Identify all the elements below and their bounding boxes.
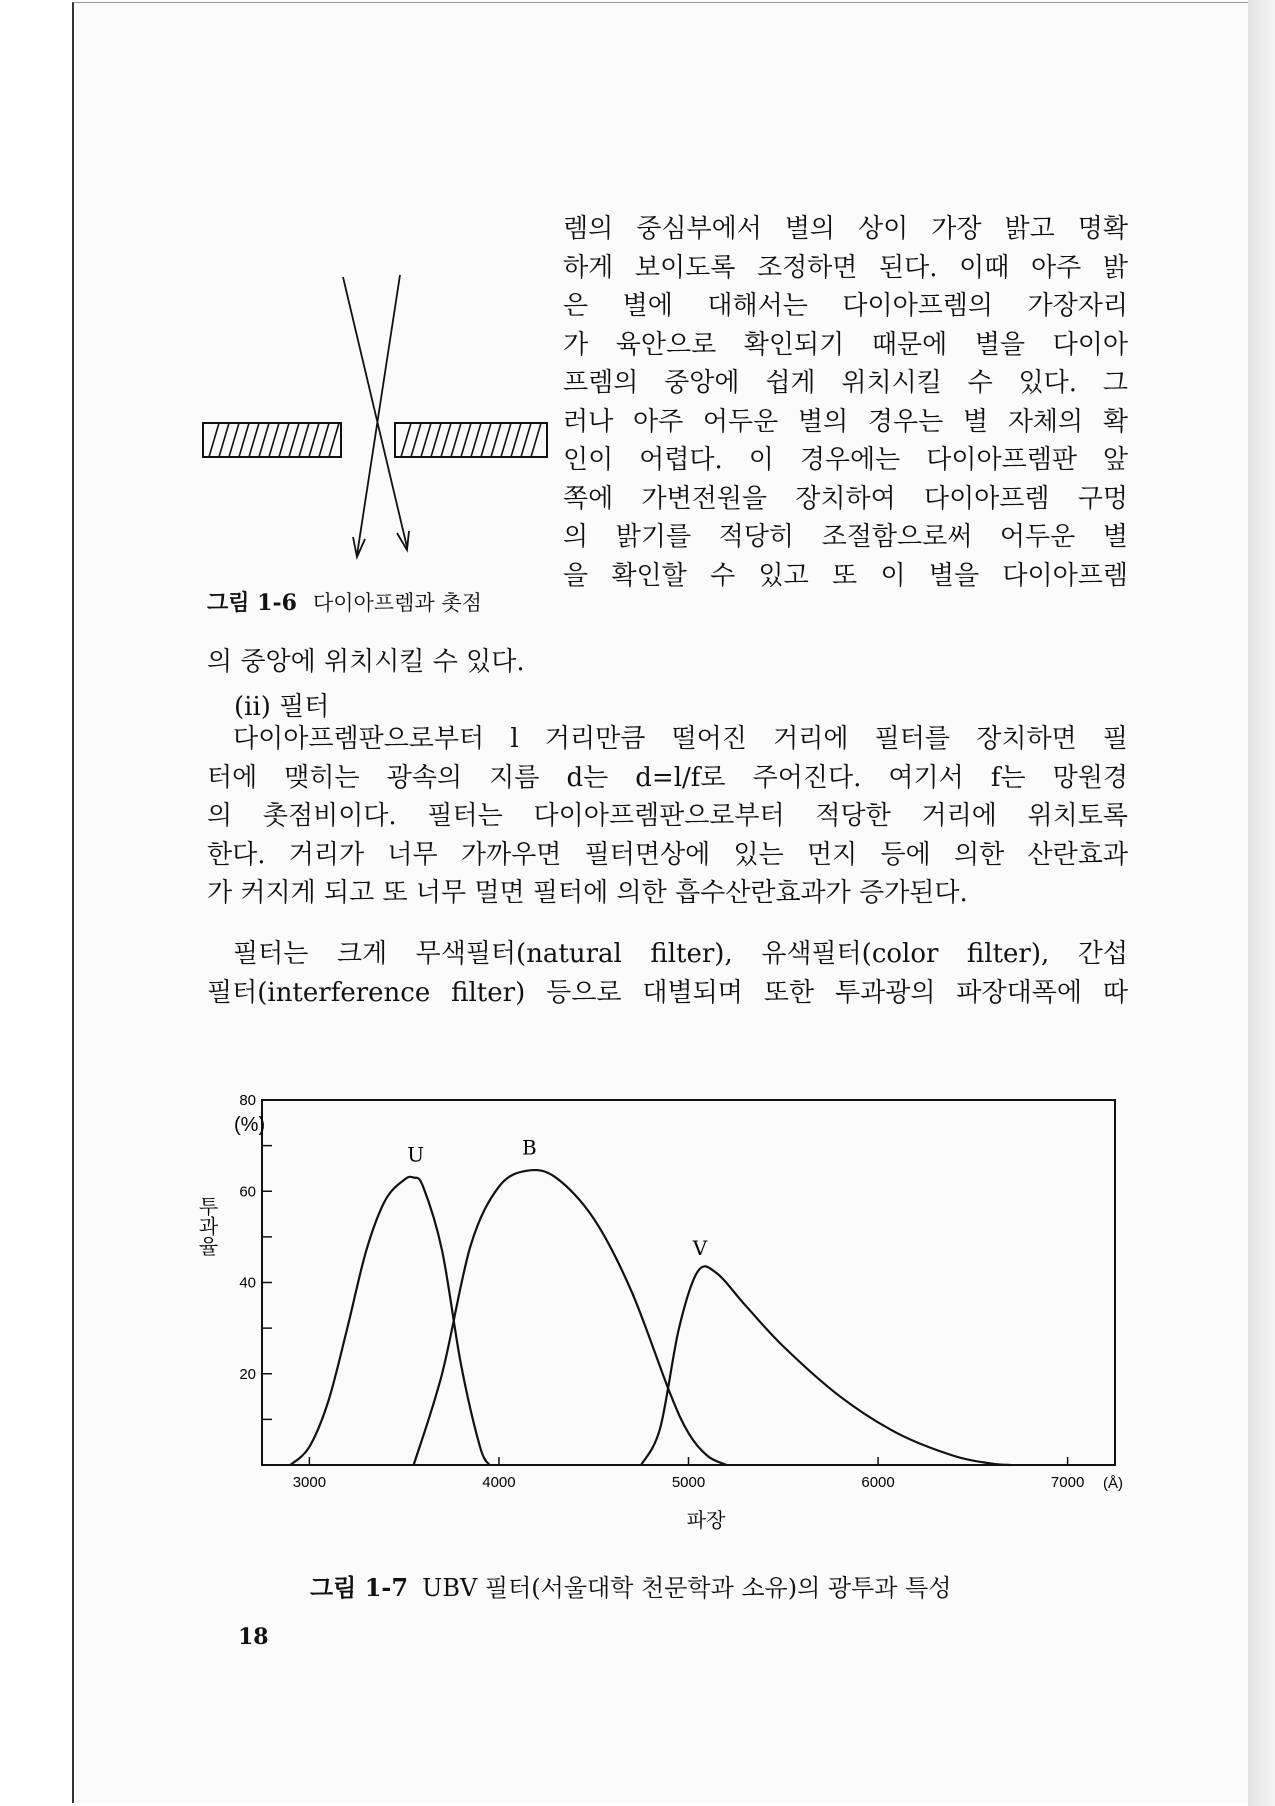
text-line: 러나 아주 어두운 별의 경우는 별 자체의 확 [563, 406, 1128, 437]
text-line: 쪽에 가변전원을 장치하여 다이아프렘 구멍 [563, 483, 1128, 514]
text-line: 렘의 중심부에서 별의 상이 가장 밝고 명확 [563, 214, 1128, 244]
y-unit-label: (%) [234, 1114, 266, 1136]
x-tick-label: 4000 [482, 1474, 516, 1491]
figure-1-6-caption-text: 다이아프렘과 촛점 [312, 591, 482, 615]
x-axis-title: 파장 [686, 1508, 726, 1532]
x-tick-label: 5000 [671, 1474, 706, 1491]
y-axis-title: 투과율 [195, 1196, 219, 1256]
text-line: 가 육안으로 확인되기 때문에 별을 다이아 [563, 329, 1128, 360]
figure-1-7-label: 그림 1-7 [310, 1573, 409, 1602]
x-tick-label: 7000 [1050, 1474, 1085, 1491]
x-unit-label: (Å) [1103, 1475, 1123, 1492]
series-line-v [641, 1266, 1011, 1465]
x-tick-label: 3000 [292, 1474, 327, 1491]
figure-1-7-caption [310, 1568, 951, 1603]
text-line: 은 별에 대해서는 다이아프렘의 가장자리 [563, 291, 1128, 321]
series-label-b: B [522, 1135, 537, 1160]
figure-1-6-label: 그림 1-6 [207, 590, 297, 616]
x-tick-label: 6000 [861, 1474, 895, 1491]
series-line-u [290, 1177, 489, 1465]
text-line: 의 촛점비이다. 필터는 다이아프렘판으로부터 적당한 거리에 위치토록 [207, 801, 1128, 831]
series-group [290, 1136, 1010, 1465]
text-line: 가 커지게 되고 또 너무 멀면 필터에 의한 흡수산란효과가 증가된다. [207, 878, 968, 908]
text-line: 다이아프렘판으로부터 l 거리만큼 떨어진 거리에 필터를 장치하면 필 [233, 724, 1128, 754]
plot-frame [262, 1100, 1115, 1465]
y-tick-label: 20 [239, 1365, 256, 1383]
text-line: 터에 맺히는 광속의 지름 d는 d=l/f로 주어진다. 여기서 f는 망원경 [207, 762, 1128, 793]
text-line: 을 확인할 수 있고 또 이 별을 다이아프렘 [563, 560, 1128, 591]
text-line: 의 중앙에 위치시킬 수 있다. [207, 647, 525, 677]
x-axis [293, 1457, 1085, 1491]
y-tick-label: 40 [239, 1274, 256, 1292]
series-line-b [414, 1170, 727, 1465]
text-line: 의 밝기를 적당히 조절함으로써 어두운 별 [563, 522, 1128, 552]
y-tick-label: 60 [239, 1183, 256, 1201]
text-line: 하게 보이도록 조정하면 된다. 이때 아주 밝 [563, 252, 1128, 283]
text-line: 인이 어렵다. 이 경우에는 다이아프렘판 앞 [563, 445, 1128, 475]
page-number: 18 [238, 1624, 269, 1650]
text-line: 필터(interference filter) 등으로 대별되며 또한 투과광의 파장대폭에 따 [207, 977, 1128, 1008]
y-axis [239, 1092, 272, 1419]
series-label-u: U [407, 1142, 425, 1167]
section-heading: (ii) 필터 [234, 692, 330, 722]
text-line: 한다. 거리가 너무 가까우면 필터면상에 있는 먼지 등에 의한 산란효과 [207, 839, 1128, 870]
figure-1-7-caption-text: UBV 필터(서울대학 천문학과 소유)의 광투과 특성 [422, 1574, 952, 1602]
text-line: 필터는 크게 무색필터(natural filter), 유색필터(color filter), 간섭 [233, 939, 1128, 969]
text-line: 프렘의 중앙에 쉽게 위치시킬 수 있다. 그 [563, 368, 1128, 398]
series-label-v: V [692, 1236, 708, 1261]
y-tick-label: 80 [239, 1092, 256, 1109]
